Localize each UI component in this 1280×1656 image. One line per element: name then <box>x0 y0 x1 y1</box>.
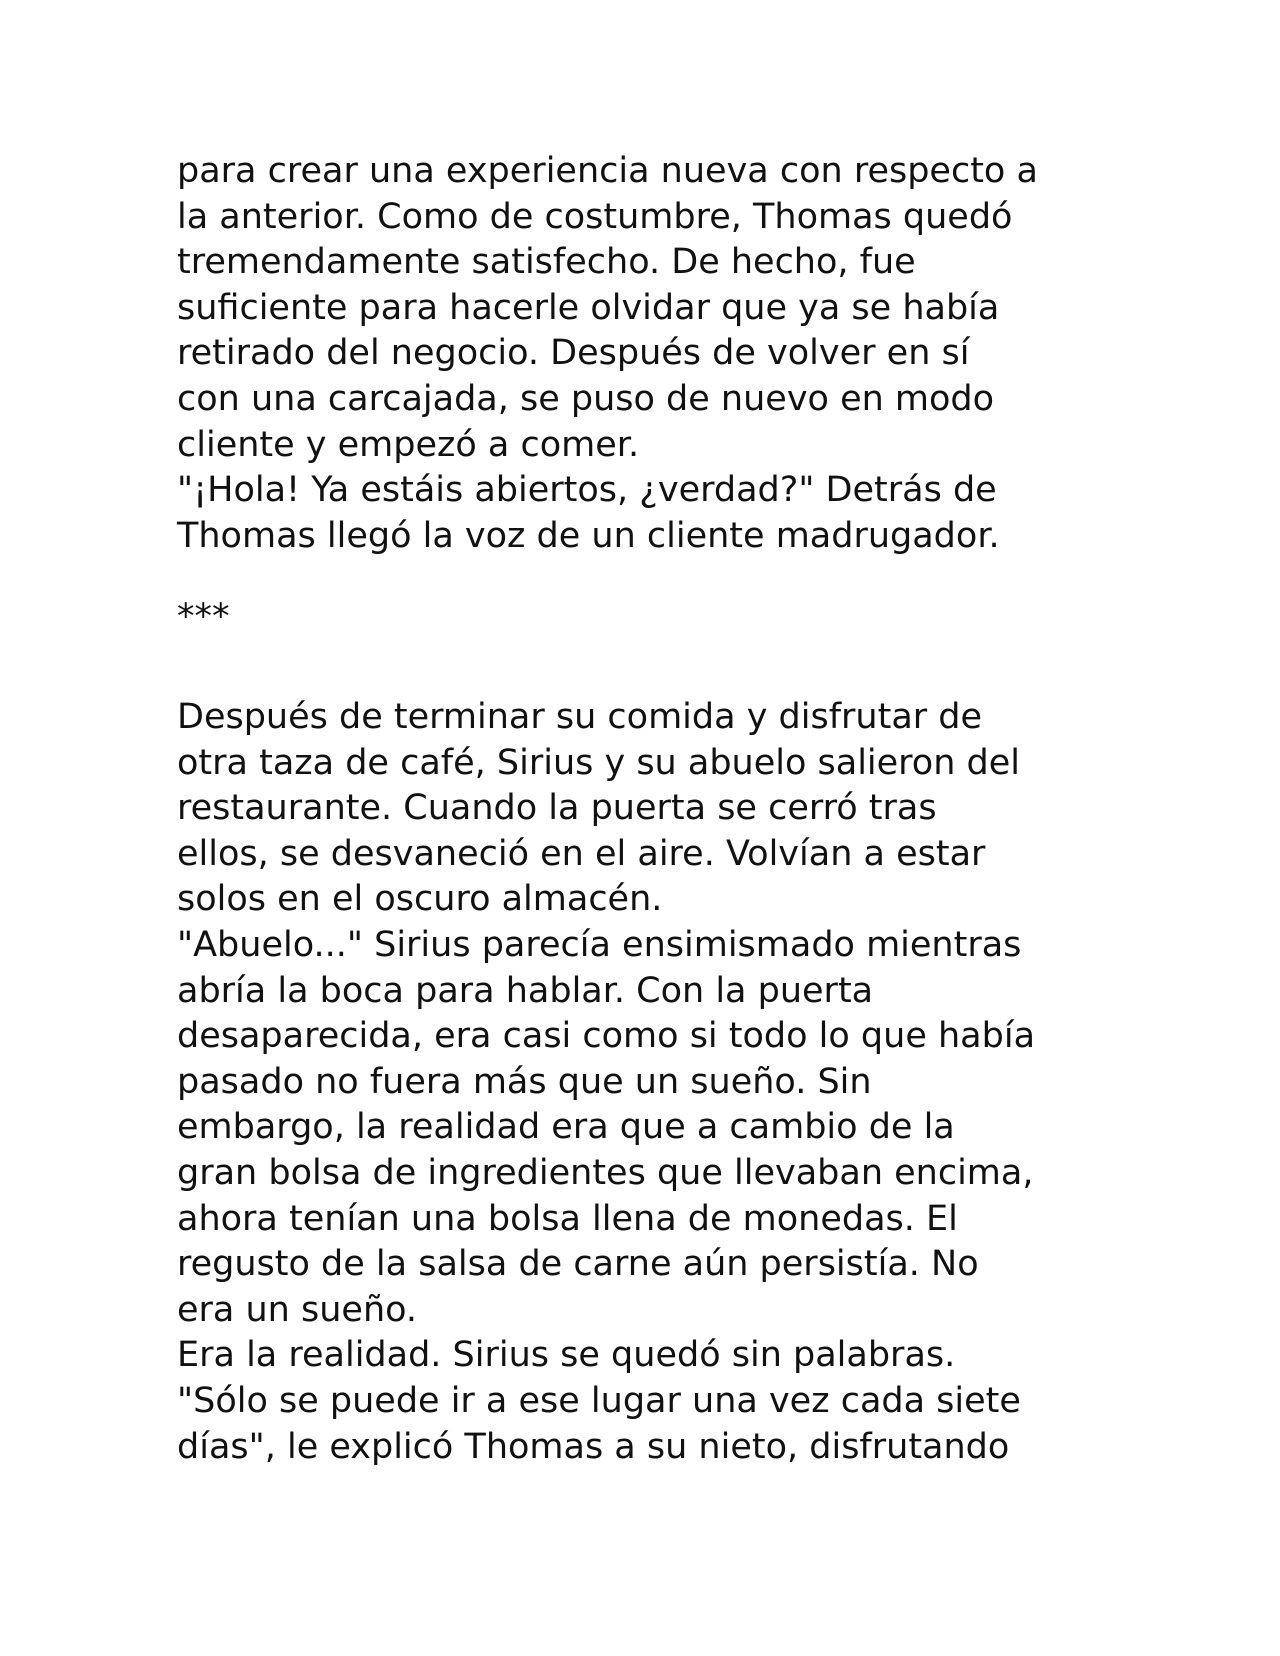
text-line: restaurante. Cuando la puerta se cerró tras <box>177 788 937 829</box>
text-line: ahora tenían una bolsa llena de monedas. El <box>177 1198 958 1239</box>
text-line: gran bolsa de ingredientes que llevaban encima, <box>177 1152 1034 1193</box>
paragraph-block-2 <box>177 695 1137 1470</box>
text-line: con una carcajada, se puso de nuevo en modo <box>177 378 995 419</box>
text-line: Después de terminar su comida y disfrutar de <box>177 697 983 737</box>
text-line: embargo, la realidad era que a cambio de la <box>177 1107 955 1148</box>
text-line: para crear una experiencia nueva con respecto a <box>177 151 1038 191</box>
text-line: suficiente para hacerle olvidar que ya se había <box>177 287 1000 328</box>
text-line: "Abuelo..." Sirius parecía ensimismado mientras <box>177 924 1022 965</box>
text-line: "¡Hola! Ya estáis abiertos, ¿verdad?" Detrás de <box>177 470 997 511</box>
text-line: era un sueño. <box>177 1289 418 1330</box>
text-line: Thomas llegó la voz de un cliente madrugador. <box>177 515 1000 556</box>
text-line: días", le explicó Thomas a su nieto, disfrutando <box>177 1426 1010 1467</box>
text-line: ellos, se desvaneció en el aire. Volvían a estar <box>177 833 986 874</box>
text-line: desaparecida, era casi como si todo lo que había <box>177 1016 1036 1057</box>
text-line: regusto de la salsa de carne aún persistía. No <box>177 1244 979 1285</box>
text-line: pasado no fuera más que un sueño. Sin <box>177 1061 872 1102</box>
text-line: cliente y empezó a comer. <box>177 424 640 465</box>
scene-separator <box>177 595 1137 641</box>
text-line: tremendamente satisfecho. De hecho, fue <box>177 242 916 283</box>
text-line: solos en el oscuro almacén. <box>177 879 663 920</box>
separator-text: *** <box>177 597 230 637</box>
text-line: la anterior. Como de costumbre, Thomas quedó <box>177 196 1013 237</box>
text-line: "Sólo se puede ir a ese lugar una vez cada siete <box>177 1380 1021 1421</box>
text-line: otra taza de café, Sirius y su abuelo salieron del <box>177 742 1020 783</box>
text-line: Era la realidad. Sirius se quedó sin palabras. <box>177 1335 956 1376</box>
paragraph-block-1 <box>177 149 1137 559</box>
text-line: abría la boca para hablar. Con la puerta <box>177 970 874 1011</box>
text-line: retirado del negocio. Después de volver en sí <box>177 333 970 374</box>
